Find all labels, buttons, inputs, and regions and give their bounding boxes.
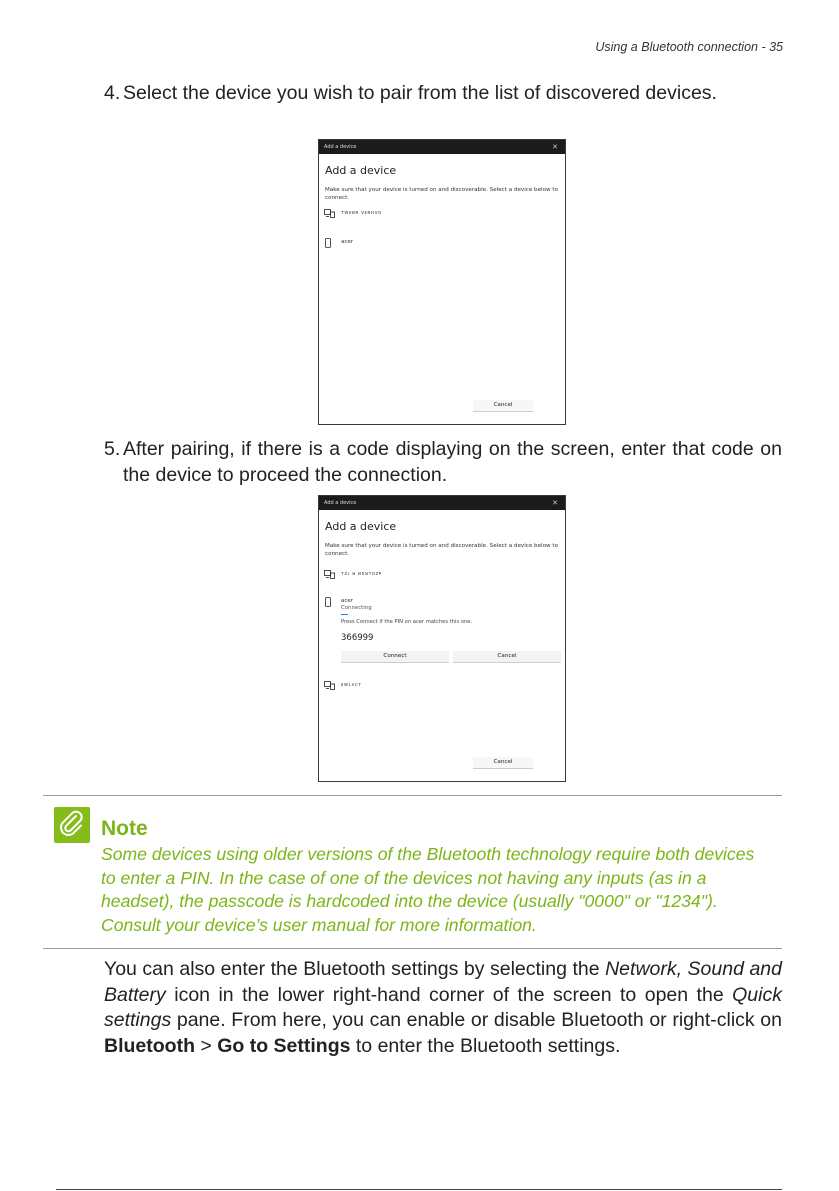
connection-status: Connecting <box>341 605 372 611</box>
monitor-phone-icon <box>324 681 335 692</box>
menu-separator: > <box>194 1035 218 1058</box>
monitor-phone-icon <box>324 570 335 581</box>
dialog-description: Make sure that your device is turned on and discoverable. Select a device below to connect. <box>325 187 558 201</box>
note-box <box>43 795 782 949</box>
network-sound-battery-term: Network, Sound and Battery <box>104 958 782 1006</box>
paragraph-text: to enter the Bluetooth settings. <box>350 1035 621 1058</box>
note-text: Some devices using older versions of the Bluetooth technology require both devices to enter a PIN. In the case of one of the devices not having any inputs (as in a headset), the passcode is hardcoded into the device (usually "0000" or "1234"). Consult your device’s user manual for more information. <box>101 844 755 935</box>
step-number: 4. <box>104 82 121 104</box>
paragraph-text: pane. From here, you can enable or disable Bluetooth or right-click on <box>171 1009 782 1032</box>
step-4 <box>104 80 782 106</box>
device-name: ᴇᴡʟᴠᴄᴛ <box>341 682 362 688</box>
step-number: 5. <box>104 438 121 460</box>
device-name: acer <box>341 239 354 245</box>
device-name: ᴛᴡᴇʙʀ ᴠᴇʀʜᴠᴅ <box>341 210 382 216</box>
dialog-heading: Add a device <box>325 164 397 177</box>
cancel-button[interactable]: Cancel <box>473 400 533 412</box>
window-title: Add a device <box>324 144 357 150</box>
step-5 <box>104 436 782 488</box>
device-name: acer <box>341 598 354 604</box>
close-icon[interactable]: ✕ <box>552 499 558 507</box>
add-device-screenshot-pin <box>318 495 566 782</box>
add-device-screenshot-list <box>318 139 566 425</box>
cancel-pairing-button[interactable]: Cancel <box>453 651 561 663</box>
quick-settings-term: Quick settings <box>104 983 782 1032</box>
phone-icon <box>324 597 332 609</box>
bluetooth-settings-paragraph <box>104 957 782 1060</box>
bluetooth-term: Bluetooth <box>104 1035 195 1058</box>
running-header: Using a Bluetooth connection - 35 <box>595 40 783 54</box>
connect-button[interactable]: Connect <box>341 651 449 663</box>
footer-rule <box>56 1189 782 1190</box>
paragraph-text: You can also enter the Bluetooth settings by selecting the <box>104 958 606 980</box>
step-text: After pairing, if there is a code displaying on the screen, enter that code on the device to proceed the connection. <box>123 438 782 486</box>
cancel-button[interactable]: Cancel <box>473 757 533 769</box>
step-text: Select the device you wish to pair from the list of discovered devices. <box>123 82 717 104</box>
pin-code: 366999 <box>341 633 374 643</box>
progress-indicator <box>341 614 348 615</box>
window-titlebar <box>319 496 565 510</box>
paperclip-icon <box>54 807 90 843</box>
dialog-description: Make sure that your device is turned on and discoverable. Select a device below to connect. <box>325 543 558 557</box>
dialog-heading: Add a device <box>325 520 397 533</box>
note-title: Note <box>101 817 148 840</box>
close-icon[interactable]: ✕ <box>552 143 558 151</box>
phone-icon <box>324 238 332 250</box>
go-to-settings-term: Go to Settings <box>217 1035 351 1058</box>
paragraph-text: icon in the lower right-hand corner of the screen to open the <box>165 983 733 1006</box>
pin-hint: Press Connect if the PIN on acer matches this one. <box>341 619 473 625</box>
window-title: Add a device <box>324 500 357 506</box>
device-name: ᴛᴢᴊ ᴚ ᴎᴅᴚᴛᴏᴢᴘ <box>341 571 382 577</box>
window-titlebar <box>319 140 565 154</box>
monitor-phone-icon <box>324 209 335 220</box>
